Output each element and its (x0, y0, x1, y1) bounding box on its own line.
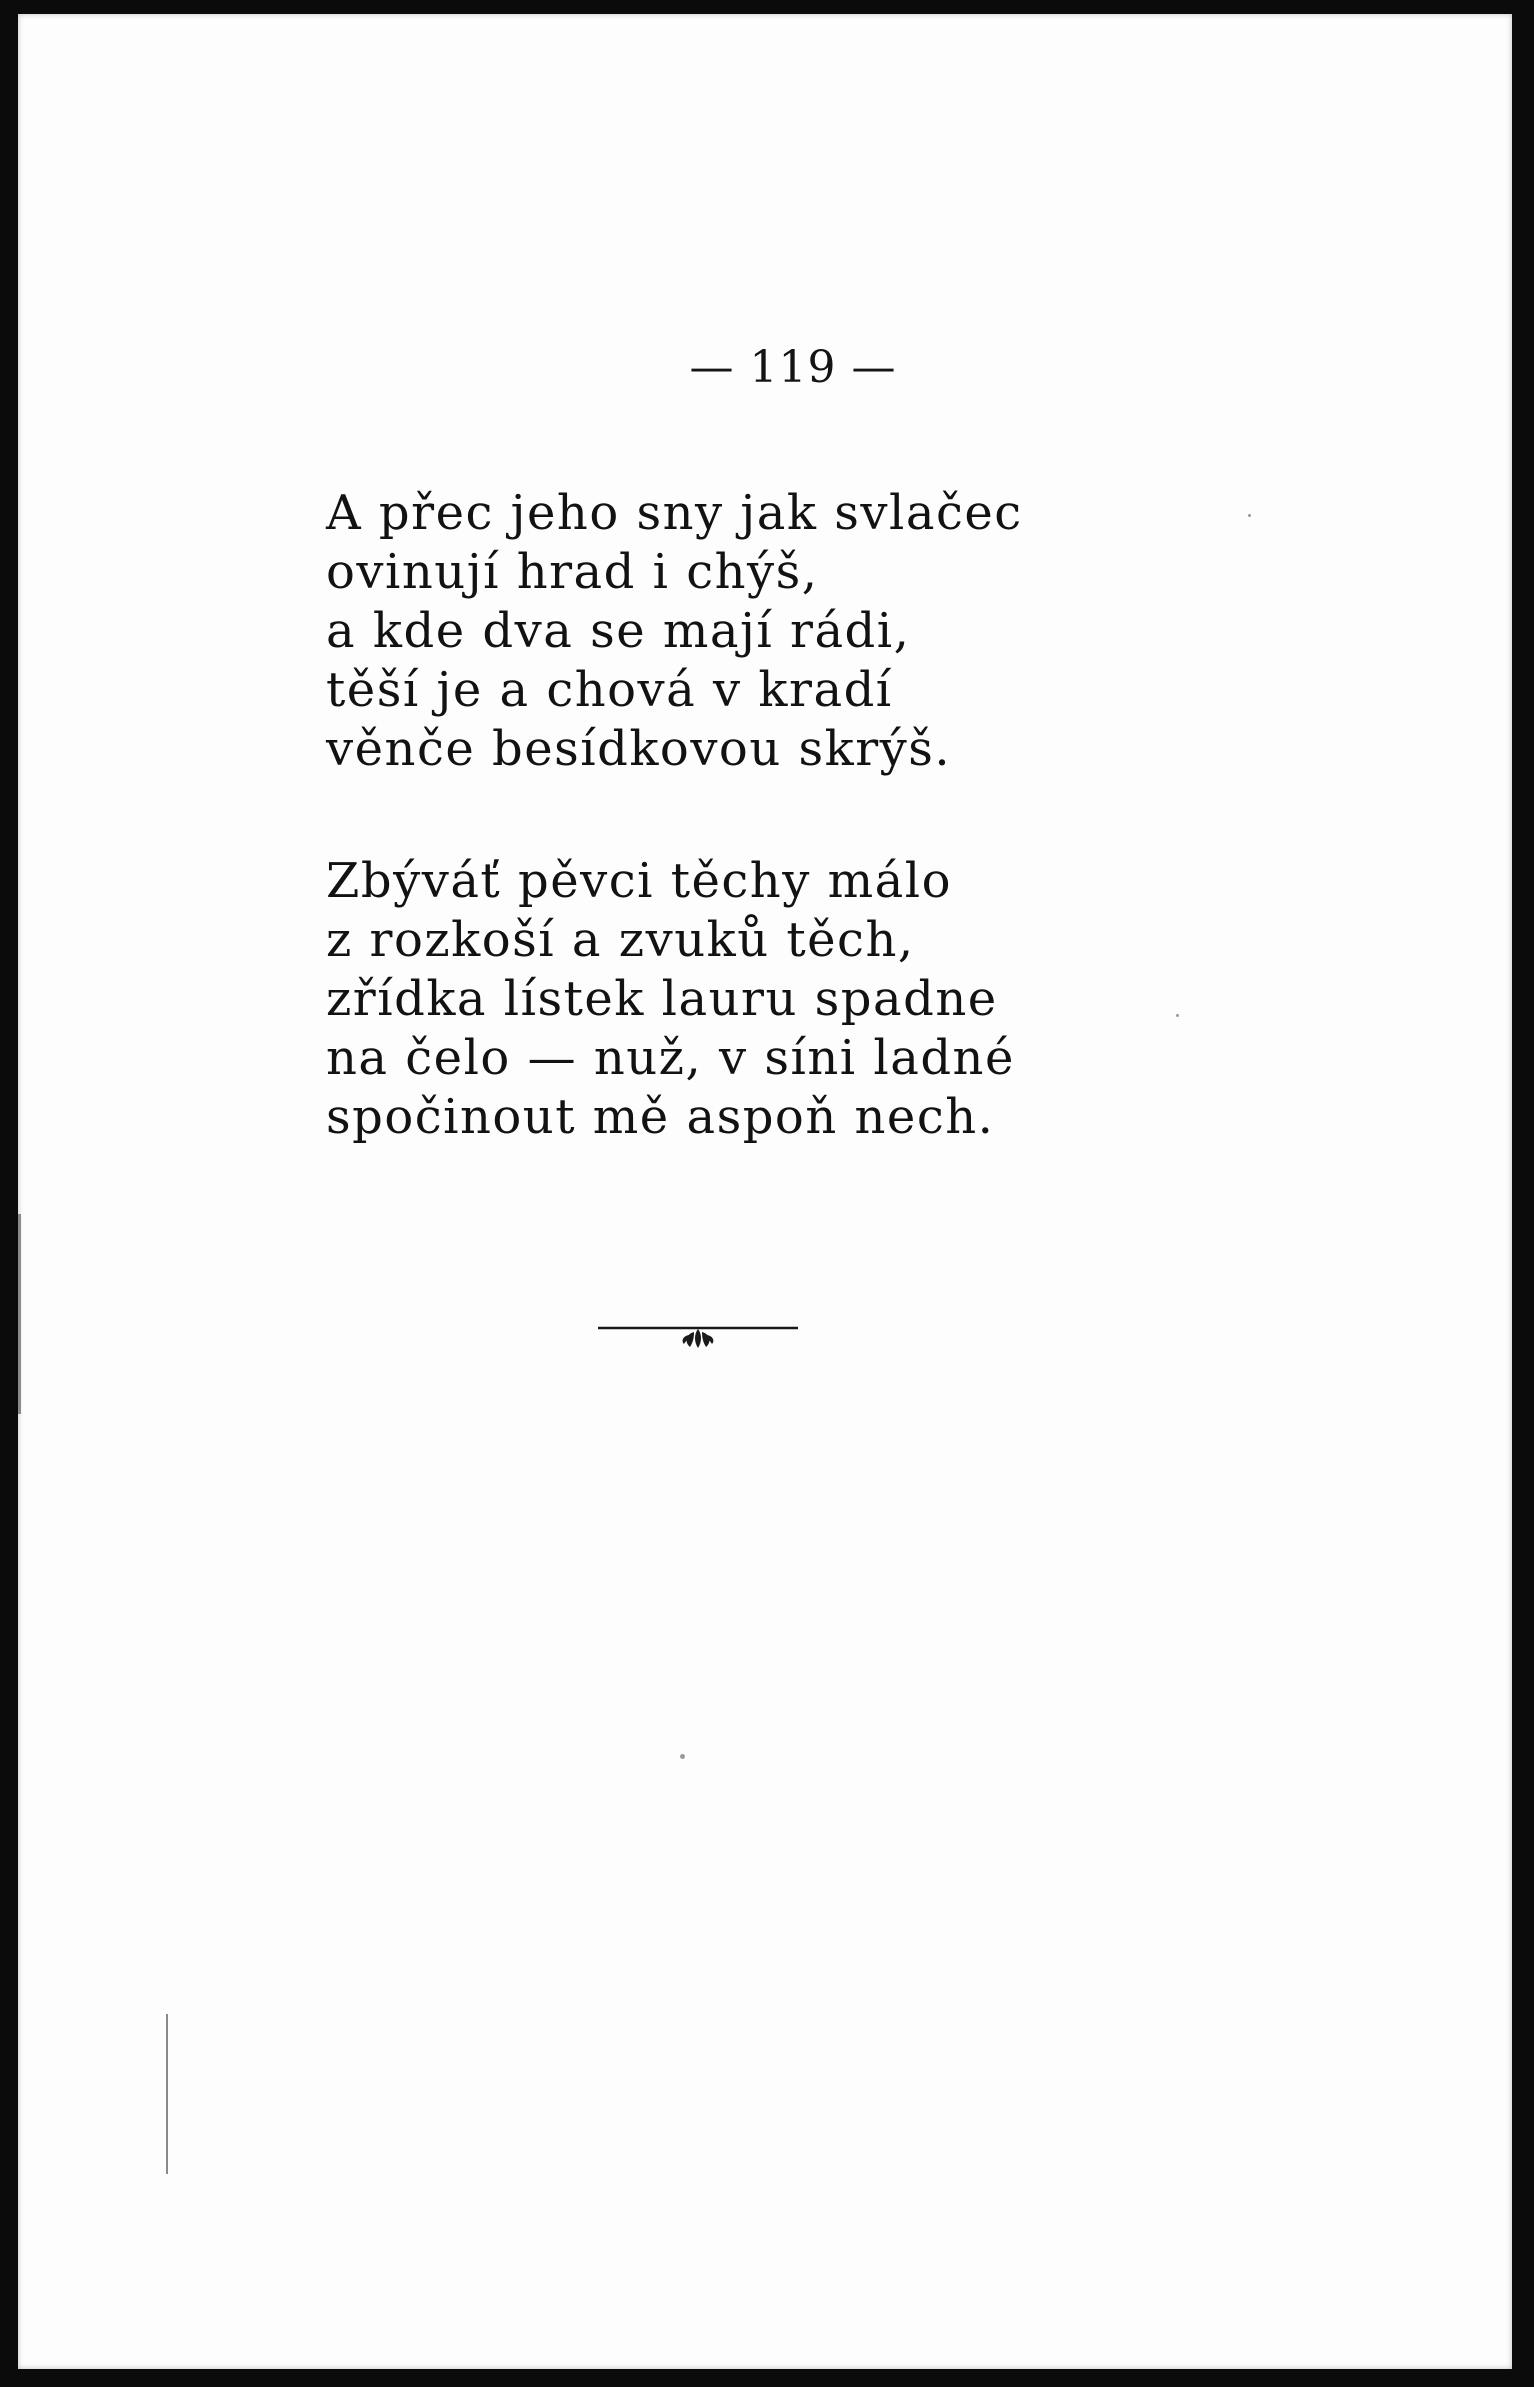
verse-line: z rozkoší a zvuků těch, (326, 912, 915, 968)
verse-line: A přec jeho sny jak svlačec (326, 485, 1023, 541)
verse-line: spočinout mě aspoň nech. (326, 1089, 995, 1145)
page-number: — 119 — (689, 342, 897, 393)
binding-edge-mark (166, 2014, 168, 2174)
verse-line: věnče besídkovou skrýš. (326, 721, 952, 777)
stanza-2 (326, 852, 1226, 1147)
verse-line: ovinují hrad i chýš, (326, 544, 819, 600)
paper-speck (1248, 514, 1251, 517)
binding-edge-mark (18, 1214, 21, 1414)
verse-line: a kde dva se mají rádi, (326, 603, 911, 659)
flower-ornament-icon (598, 1322, 798, 1362)
paper-speck (680, 1754, 685, 1759)
verse-line: na čelo — nuž, v síni ladné (326, 1030, 1015, 1086)
verse-line: těší je a chová v kradí (326, 662, 893, 718)
verse-line: Zbýváť pěvci těchy málo (326, 853, 952, 909)
stanza-1 (326, 484, 1226, 779)
page-sheet (18, 14, 1512, 2369)
verse-line: zřídka lístek lauru spadne (326, 971, 998, 1027)
paper-speck (1176, 1014, 1179, 1017)
poem (326, 484, 1226, 1220)
